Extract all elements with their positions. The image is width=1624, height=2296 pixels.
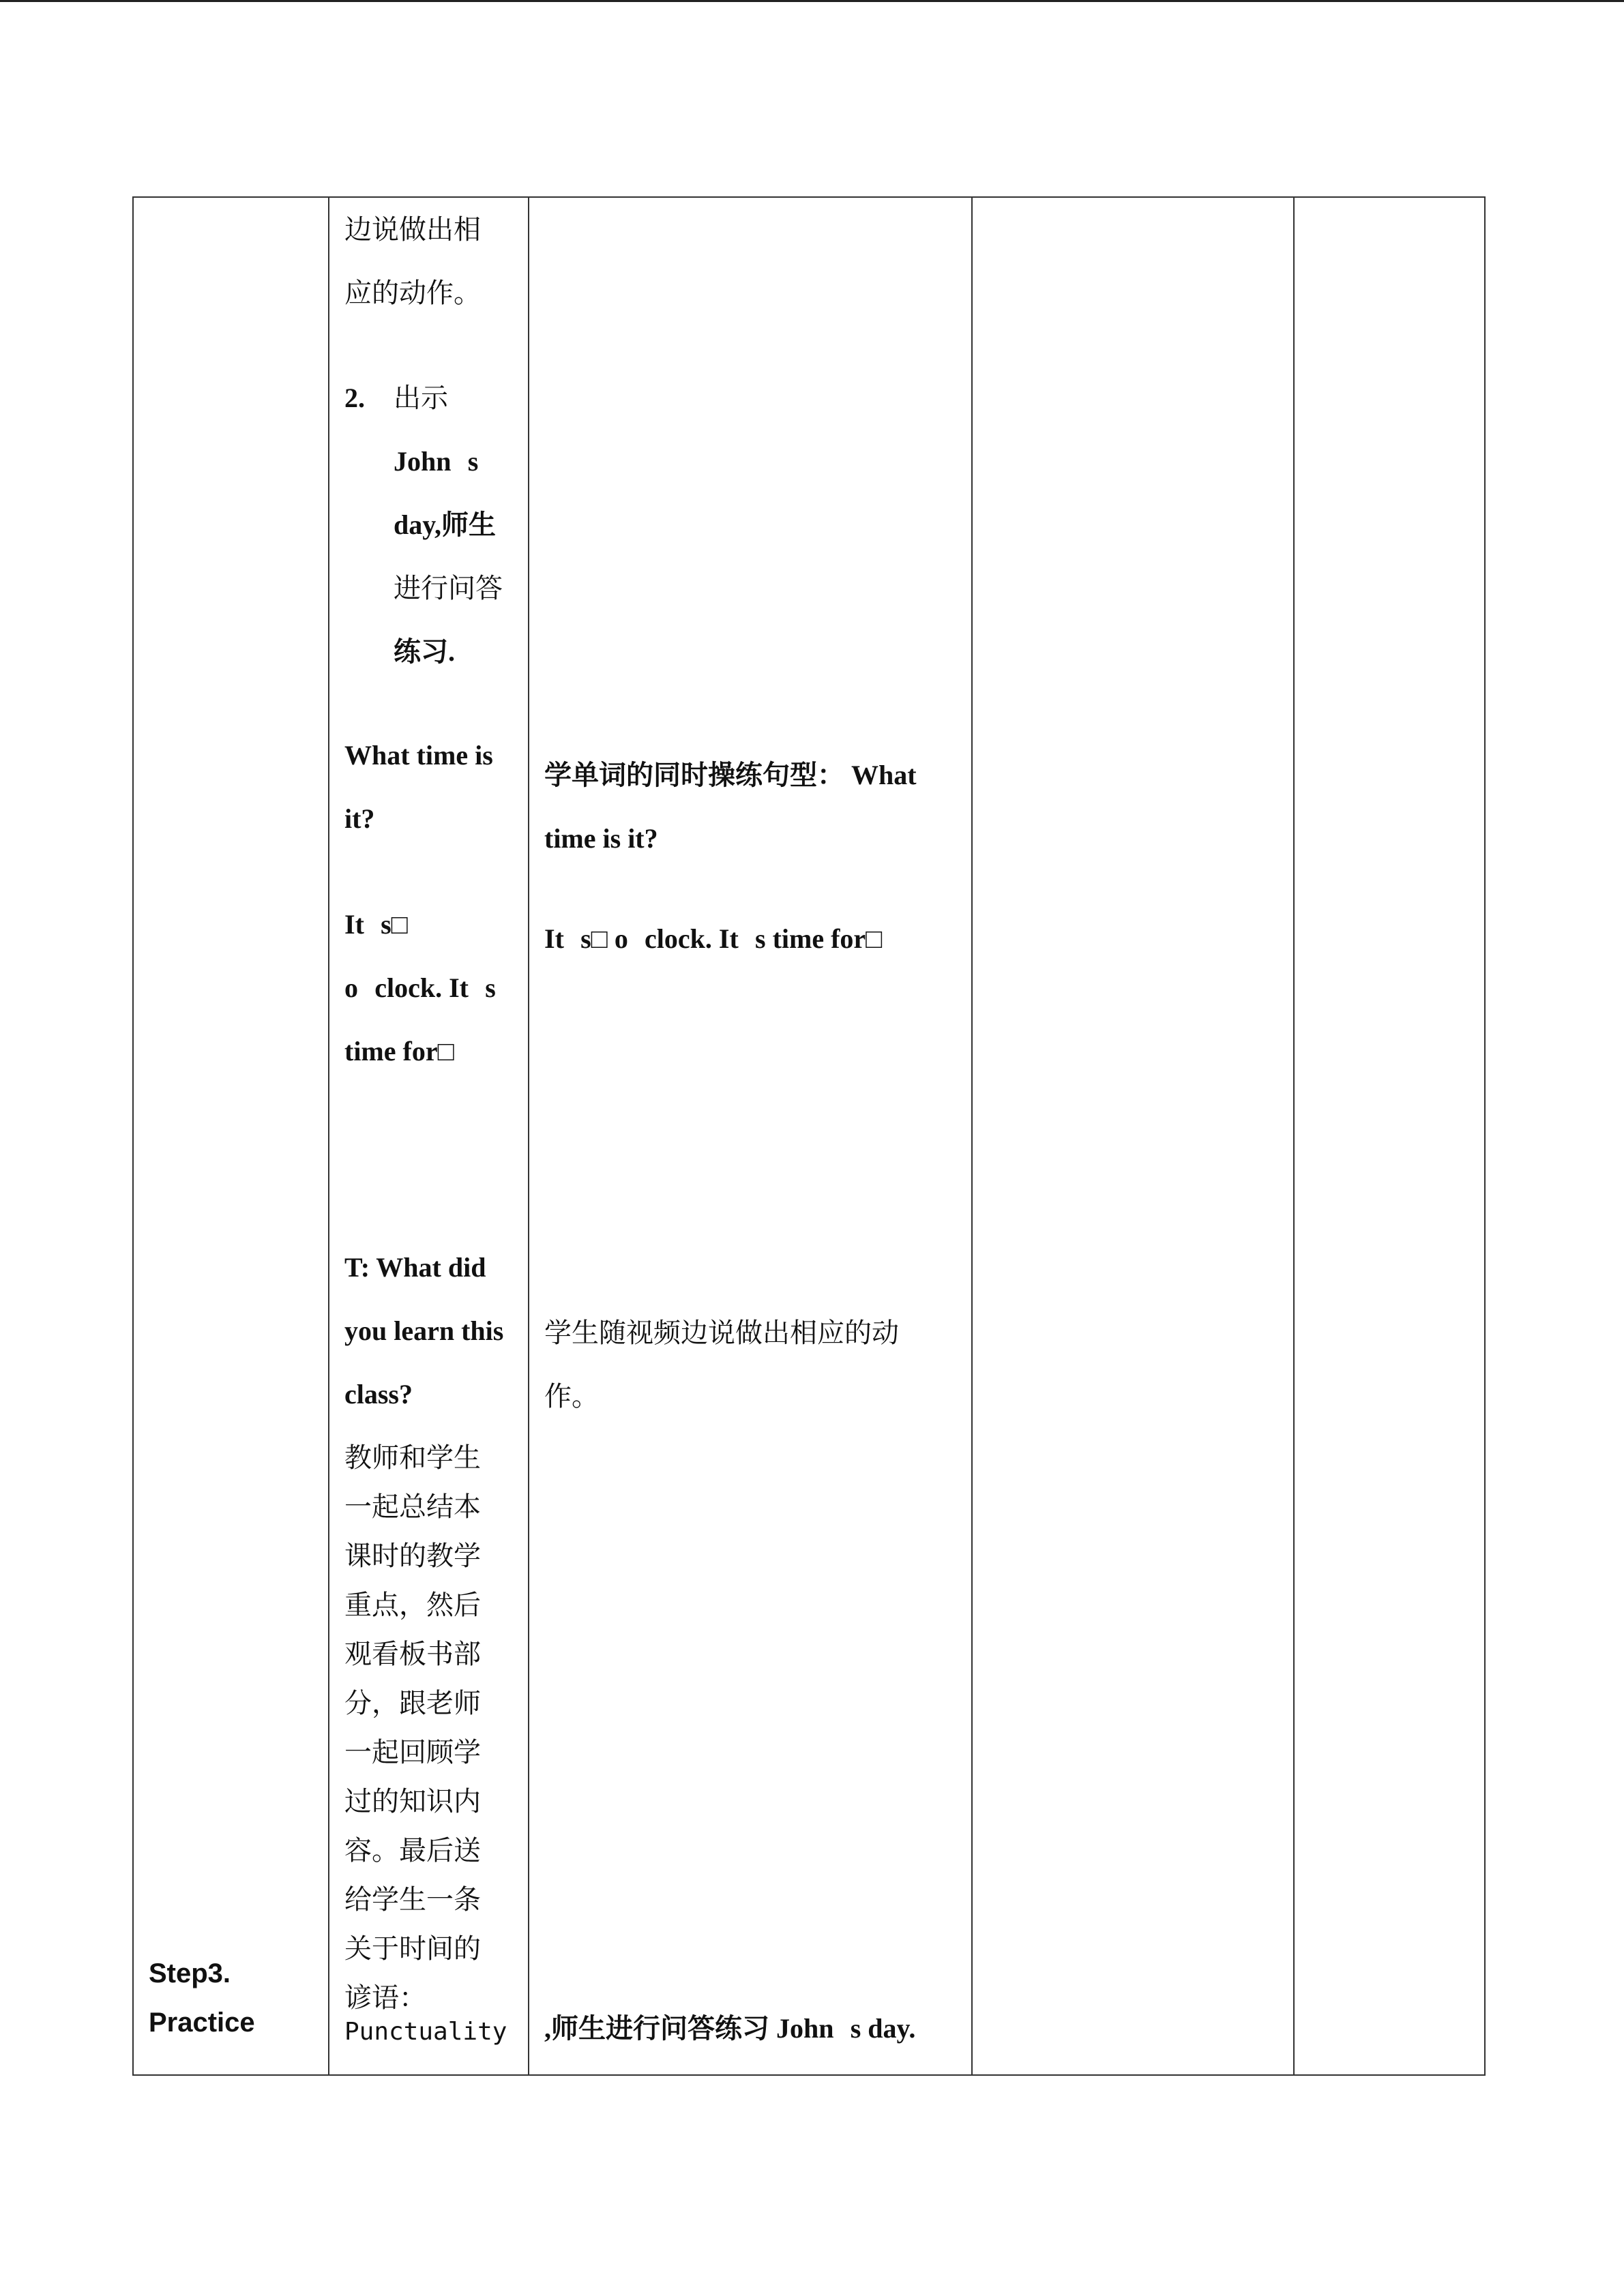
- item-2-line: 进行问答: [394, 573, 503, 603]
- final-activity-text: ,师生进行问答练习 Johns day.: [544, 2013, 916, 2044]
- summary-line: 教师和学生: [344, 1442, 481, 1473]
- summary-line: 分，跟老师: [344, 1688, 481, 1718]
- student-answer-text: Its□ oclock. Its time for□: [544, 923, 883, 954]
- item-2-number: 2.: [344, 383, 365, 413]
- question-line: it?: [344, 803, 375, 834]
- summary-line: 课时的教学: [344, 1540, 481, 1571]
- answer-pattern-text: [344, 893, 496, 1083]
- summary-line: 谚语：: [344, 1982, 426, 2013]
- intro-line: 应的动作。: [344, 278, 481, 308]
- summary-line: 过的知识内: [344, 1786, 481, 1817]
- question-text: [344, 724, 493, 850]
- item-2-line: Johns: [394, 446, 479, 477]
- column-divider-2: [528, 198, 529, 2074]
- question-line: What time is: [344, 740, 493, 771]
- summary-line: 一起总结本: [344, 1491, 481, 1522]
- intro-line: 边说做出相: [344, 214, 481, 245]
- column-divider-3: [971, 198, 973, 2074]
- teacher-line: you learn this: [344, 1315, 504, 1346]
- teacher-line: T: What did: [344, 1252, 486, 1283]
- summary-line: 一起回顾学: [344, 1737, 481, 1768]
- intro-text: [344, 198, 481, 325]
- step-label-line: Practice: [149, 2008, 255, 2038]
- summary-line: 给学生一条: [344, 1884, 481, 1915]
- summary-line: 容。最后送: [344, 1835, 481, 1866]
- column-divider-4: [1293, 198, 1295, 2074]
- column-divider-1: [328, 198, 329, 2074]
- lesson-plan-table: [132, 196, 1486, 2076]
- answer-line: time for□: [344, 1036, 454, 1067]
- summary-line: 观看板书部: [344, 1639, 481, 1669]
- summary-text: [344, 1433, 481, 2023]
- summary-line: 重点，然后: [344, 1590, 481, 1620]
- item-2-text: [394, 366, 503, 683]
- video-activity-text: [544, 1301, 899, 1428]
- drill-line: 学单词的同时操练句型： What: [544, 760, 917, 790]
- step-label-line: Step3.: [149, 1958, 231, 1988]
- drill-text: [544, 743, 917, 870]
- item-2-line: 练习.: [394, 636, 455, 667]
- drill-line: time is it?: [544, 823, 658, 854]
- proverb-text: Punctuality: [344, 2018, 507, 2046]
- summary-line: 关于时间的: [344, 1933, 481, 1964]
- item-2-line: day,师生: [394, 509, 497, 540]
- video-line: 作。: [544, 1381, 599, 1412]
- teacher-question-text: [344, 1236, 503, 1426]
- item-2-line: 出示: [394, 383, 448, 413]
- page-top-rule: [0, 0, 1624, 2]
- teacher-line: class?: [344, 1379, 413, 1410]
- step-label: [149, 1949, 255, 2047]
- answer-line: Its□: [344, 909, 408, 940]
- video-line: 学生随视频边说做出相应的动: [544, 1317, 899, 1348]
- answer-line: oclock. Its: [344, 972, 496, 1003]
